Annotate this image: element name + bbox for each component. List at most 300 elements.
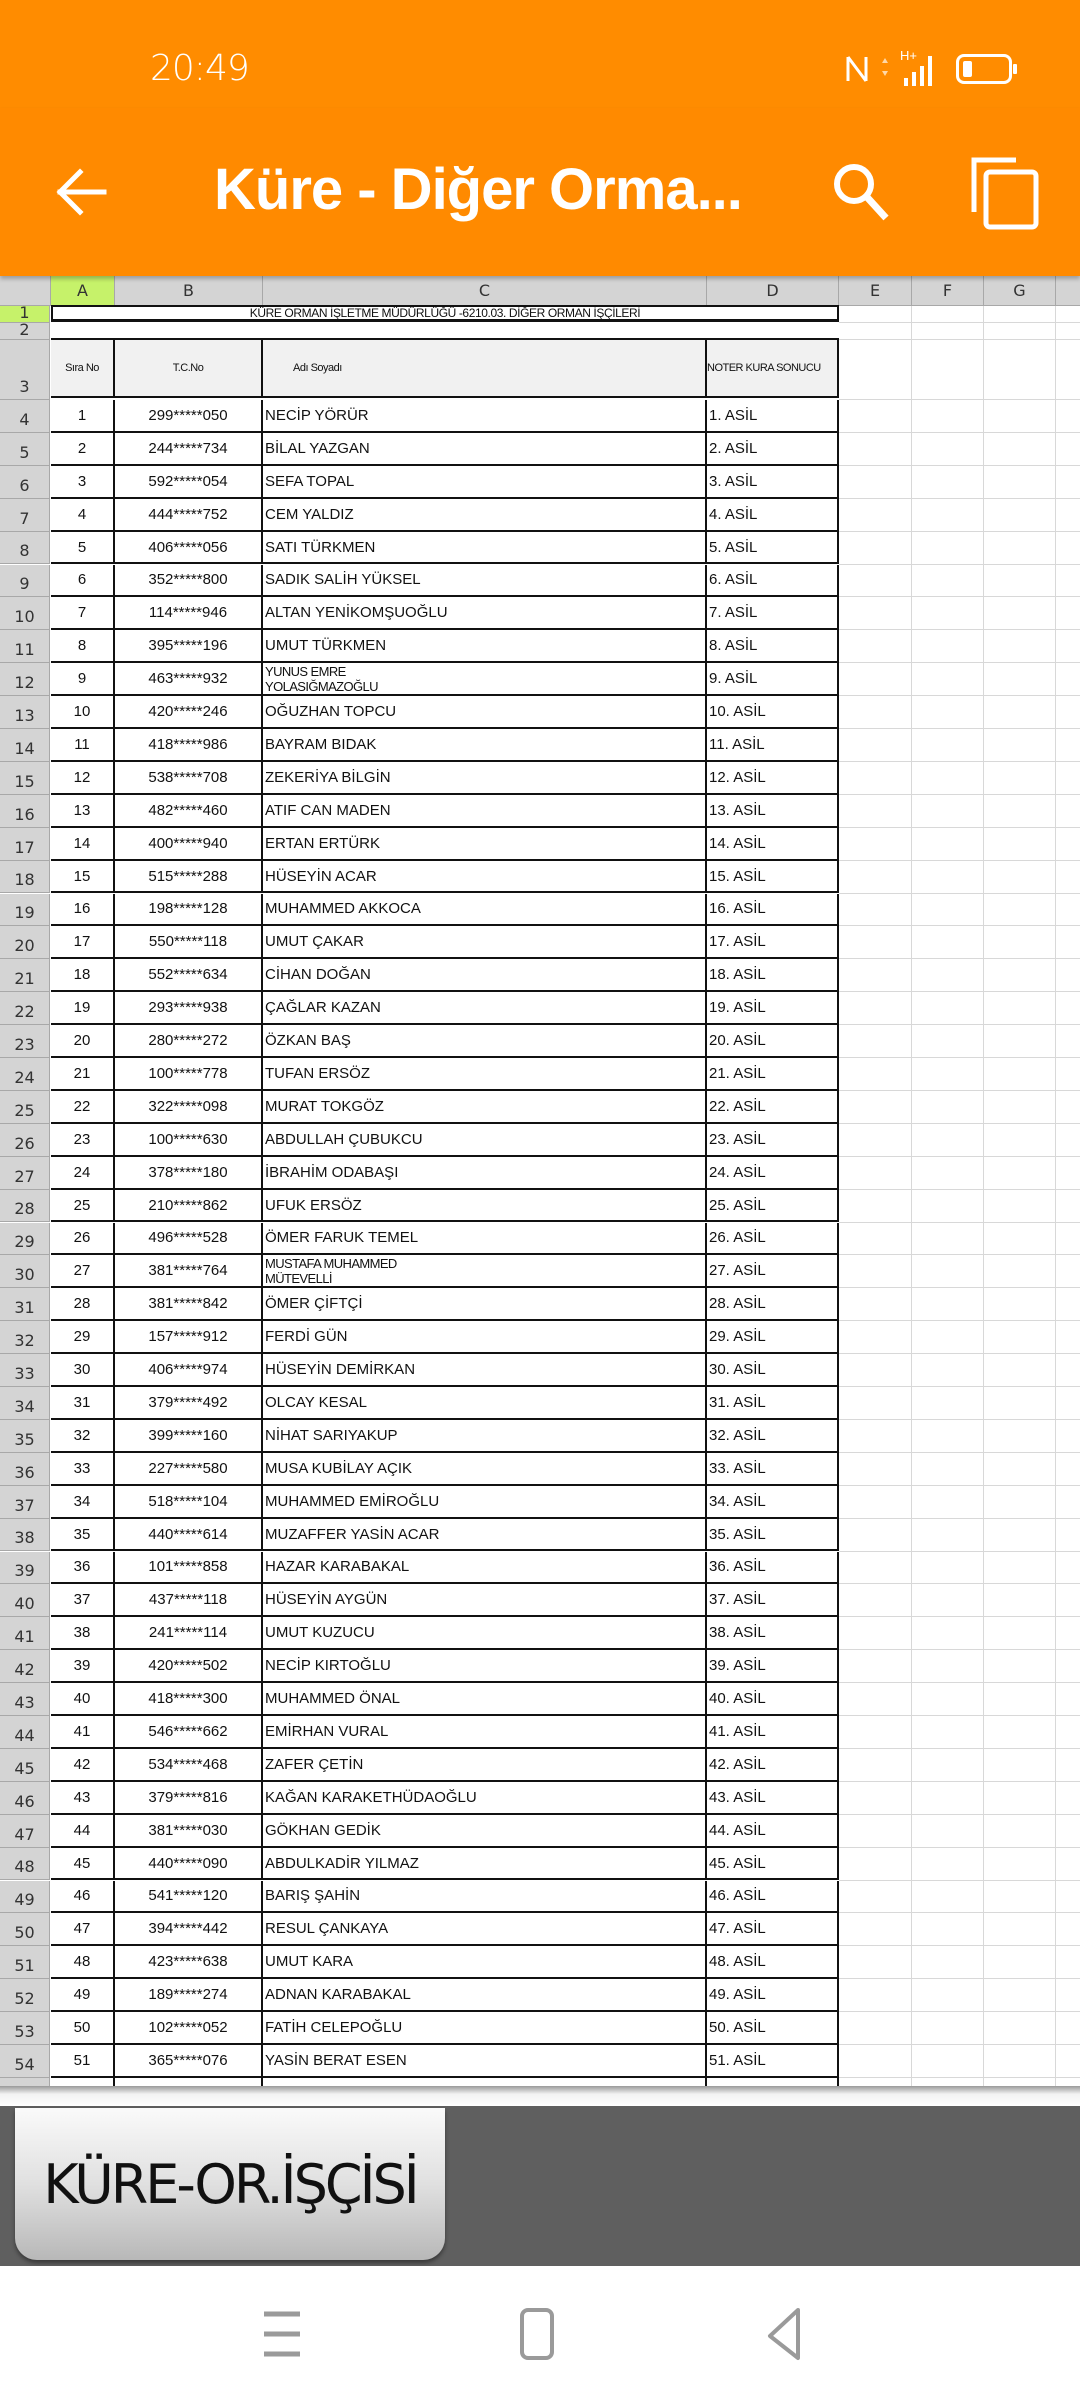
cell-adi-soyadi[interactable]: MUZAFFER YASİN ACAR [263, 1519, 707, 1550]
row-header-44[interactable]: 44 [0, 1716, 50, 1749]
cell-noter-kura-sonucu[interactable]: 9. ASİL [707, 663, 839, 694]
cell-noter-kura-sonucu[interactable]: 14. ASİL [707, 828, 839, 859]
cell-sira-no[interactable]: 9 [51, 663, 115, 694]
sheet-tab-kure-or-iscisi[interactable]: KÜRE-OR.İŞÇİSİ [15, 2108, 445, 2260]
cell-adi-soyadi[interactable]: ALTAN YENİKOMŞUOĞLU [263, 597, 707, 628]
cell-adi-soyadi[interactable]: NECİP KIRTOĞLU [263, 1650, 707, 1681]
cell-noter-kura-sonucu[interactable]: 48. ASİL [707, 1946, 839, 1977]
cell-adi-soyadi[interactable]: SEFA TOPAL [263, 466, 707, 497]
row-header-1[interactable]: 1 [0, 306, 50, 323]
cell-noter-kura-sonucu[interactable]: 11. ASİL [707, 729, 839, 760]
row-header-20[interactable]: 20 [0, 926, 50, 959]
cell-noter-kura-sonucu[interactable]: 15. ASİL [707, 861, 839, 892]
cell-tc-no[interactable]: 444*****752 [115, 499, 263, 530]
row-header-6[interactable]: 6 [0, 466, 50, 499]
row-header-37[interactable]: 37 [0, 1486, 50, 1519]
cell-sira-no[interactable]: 14 [51, 828, 115, 859]
cell-adi-soyadi[interactable]: EMİRHAN VURAL [263, 1716, 707, 1747]
row-header-52[interactable]: 52 [0, 1979, 50, 2012]
horizontal-scrollbar[interactable] [0, 2086, 1080, 2106]
cell-adi-soyadi[interactable]: MUHAMMED AKKOCA [263, 894, 707, 925]
cell-adi-soyadi[interactable]: HÜSEYİN DEMİRKAN [263, 1354, 707, 1385]
table-row [51, 1815, 839, 1848]
cell-noter-kura-sonucu[interactable]: 13. ASİL [707, 795, 839, 826]
header-sira-no[interactable]: Sıra No [51, 340, 115, 396]
cell-noter-kura-sonucu[interactable]: 19. ASİL [707, 992, 839, 1023]
header-tc-no[interactable]: T.C.No [115, 340, 263, 396]
row-header-45[interactable]: 45 [0, 1749, 50, 1782]
row-header-13[interactable]: 13 [0, 696, 50, 729]
row-header-2[interactable]: 2 [0, 323, 50, 340]
cell-sira-no[interactable]: 7 [51, 597, 115, 628]
cell-noter-kura-sonucu[interactable]: 49. ASİL [707, 1979, 839, 2010]
cell-tc-no[interactable]: 406*****974 [115, 1354, 263, 1385]
row-header-24[interactable]: 24 [0, 1058, 50, 1091]
column-header-f[interactable]: F [912, 276, 984, 306]
cell-noter-kura-sonucu[interactable]: 35. ASİL [707, 1519, 839, 1550]
cell-sira-no[interactable]: 22 [51, 1091, 115, 1122]
cell-sira-no[interactable]: 42 [51, 1749, 115, 1780]
header-adi-soyadi[interactable]: Adı Soyadı [263, 340, 707, 396]
row-header-38[interactable]: 38 [0, 1519, 50, 1552]
cell-adi-soyadi[interactable]: MUHAMMED ÖNAL [263, 1683, 707, 1714]
cell-adi-soyadi[interactable] [263, 1255, 707, 1286]
table-row [51, 532, 839, 565]
row-header-10[interactable]: 10 [0, 597, 50, 630]
cell-noter-kura-sonucu[interactable]: 43. ASİL [707, 1782, 839, 1813]
cell-tc-no[interactable]: 189*****274 [115, 1979, 263, 2010]
cell-sira-no[interactable]: 24 [51, 1157, 115, 1188]
cell-noter-kura-sonucu[interactable]: 18. ASİL [707, 959, 839, 990]
cell-adi-soyadi[interactable]: GÖKHAN GEDİK [263, 1815, 707, 1846]
row-header-21[interactable]: 21 [0, 959, 50, 992]
cell-noter-kura-sonucu[interactable]: 21. ASİL [707, 1058, 839, 1089]
cell-sira-no[interactable]: 10 [51, 696, 115, 727]
cell-sira-no[interactable]: 3 [51, 466, 115, 497]
cell-adi-soyadi[interactable]: ABDULLAH ÇUBUKCU [263, 1124, 707, 1155]
cell-sira-no[interactable]: 40 [51, 1683, 115, 1714]
cell-tc-no[interactable]: 299*****050 [115, 400, 263, 431]
cell-sira-no[interactable]: 44 [51, 1815, 115, 1846]
arrow-left-icon[interactable] [52, 162, 112, 222]
row-header-36[interactable]: 36 [0, 1453, 50, 1486]
cell-noter-kura-sonucu[interactable]: 31. ASİL [707, 1387, 839, 1418]
cell-sira-no[interactable]: 47 [51, 1913, 115, 1944]
cell-adi-soyadi[interactable]: ADNAN KARABAKAL [263, 1979, 707, 2010]
cell-noter-kura-sonucu[interactable]: 5. ASİL [707, 532, 839, 563]
cell-sira-no[interactable]: 12 [51, 762, 115, 793]
cell-adi-soyadi[interactable]: HAZAR KARABAKAL [263, 1552, 707, 1583]
cell-sira-no[interactable]: 51 [51, 2045, 115, 2076]
row-header-16[interactable]: 16 [0, 795, 50, 828]
cell-adi-soyadi[interactable]: ÇAĞLAR KAZAN [263, 992, 707, 1023]
cell-noter-kura-sonucu[interactable]: 34. ASİL [707, 1486, 839, 1517]
row-header-40[interactable]: 40 [0, 1584, 50, 1617]
table-row [51, 565, 839, 598]
cell-sira-no[interactable]: 33 [51, 1453, 115, 1484]
cell-adi-soyadi[interactable]: TUFAN ERSÖZ [263, 1058, 707, 1089]
cell-tc-no[interactable]: 538*****708 [115, 762, 263, 793]
cell-adi-soyadi[interactable]: FATİH CELEPOĞLU [263, 2012, 707, 2043]
row-header-41[interactable]: 41 [0, 1617, 50, 1650]
row-header-15[interactable]: 15 [0, 762, 50, 795]
row-header-22[interactable]: 22 [0, 992, 50, 1025]
cell-tc-no[interactable]: 101*****858 [115, 1552, 263, 1583]
cell-adi-soyadi[interactable]: UMUT TÜRKMEN [263, 630, 707, 661]
cell-adi-soyadi[interactable]: SATI TÜRKMEN [263, 532, 707, 563]
row-header-4[interactable]: 4 [0, 400, 50, 433]
cell-adi-soyadi[interactable]: ZEKERİYA BİLGİN [263, 762, 707, 793]
cell-adi-soyadi[interactable]: ÖMER ÇİFTÇİ [263, 1288, 707, 1319]
cell-adi-soyadi[interactable]: UFUK ERSÖZ [263, 1190, 707, 1221]
row-header-23[interactable]: 23 [0, 1025, 50, 1058]
cell-noter-kura-sonucu[interactable]: 6. ASİL [707, 565, 839, 596]
cell-noter-kura-sonucu[interactable]: 12. ASİL [707, 762, 839, 793]
row-header-25[interactable]: 25 [0, 1091, 50, 1124]
row-header-34[interactable]: 34 [0, 1387, 50, 1420]
cell-tc-no[interactable]: 293*****938 [115, 992, 263, 1023]
row-header-48[interactable]: 48 [0, 1848, 50, 1881]
cell-tc-no[interactable]: 100*****778 [115, 1058, 263, 1089]
row-header-11[interactable]: 11 [0, 630, 50, 663]
table-row [51, 894, 839, 927]
cell-tc-no[interactable]: 210*****862 [115, 1190, 263, 1221]
cell-tc-no[interactable]: 100*****630 [115, 1124, 263, 1155]
row-header-33[interactable]: 33 [0, 1354, 50, 1387]
cell-sira-no[interactable]: 16 [51, 894, 115, 925]
cell-sira-no[interactable]: 35 [51, 1519, 115, 1550]
cell-tc-no[interactable]: 418*****300 [115, 1683, 263, 1714]
cell-noter-kura-sonucu[interactable]: 7. ASİL [707, 597, 839, 628]
cell-tc-no[interactable]: 379*****492 [115, 1387, 263, 1418]
cell-tc-no[interactable]: 102*****052 [115, 2012, 263, 2043]
cell-adi-soyadi[interactable]: İBRAHİM ODABAŞI [263, 1157, 707, 1188]
row-header-8[interactable]: 8 [0, 532, 50, 565]
cell-noter-kura-sonucu[interactable]: 20. ASİL [707, 1025, 839, 1056]
row-header-7[interactable]: 7 [0, 499, 50, 532]
row-header-17[interactable]: 17 [0, 828, 50, 861]
cell-adi-soyadi[interactable]: HÜSEYİN AYGÜN [263, 1584, 707, 1615]
cell-adi-soyadi[interactable]: HÜSEYİN ACAR [263, 861, 707, 892]
row-header-14[interactable]: 14 [0, 729, 50, 762]
cell-tc-no[interactable]: 550*****118 [115, 926, 263, 957]
cell-sira-no[interactable]: 39 [51, 1650, 115, 1681]
row-header-42[interactable]: 42 [0, 1650, 50, 1683]
cell-tc-no[interactable]: 400*****940 [115, 828, 263, 859]
cell-adi-soyadi[interactable]: MUSA KUBİLAY AÇIK [263, 1453, 707, 1484]
cell-tc-no[interactable]: 114*****946 [115, 597, 263, 628]
table-row [51, 1683, 839, 1716]
spreadsheet-grid[interactable] [0, 276, 1080, 2086]
cell-sira-no[interactable]: 49 [51, 1979, 115, 2010]
cell-tc-no[interactable]: 518*****104 [115, 1486, 263, 1517]
table-row [51, 499, 839, 532]
row-header-9[interactable]: 9 [0, 565, 50, 598]
cell-adi-soyadi[interactable]: UMUT KUZUCU [263, 1617, 707, 1648]
row-header-32[interactable]: 32 [0, 1321, 50, 1354]
cell-adi-soyadi[interactable] [263, 663, 707, 694]
cell-sira-no[interactable]: 37 [51, 1584, 115, 1615]
row-header-43[interactable]: 43 [0, 1683, 50, 1716]
column-header-e[interactable]: E [839, 276, 912, 306]
cell-tc-no[interactable]: 395*****196 [115, 630, 263, 661]
status-bar [0, 0, 1080, 108]
cell-tc-no[interactable]: 496*****528 [115, 1223, 263, 1254]
cell-sira-no[interactable]: 31 [51, 1387, 115, 1418]
cell-sira-no[interactable]: 29 [51, 1321, 115, 1352]
table-row [51, 1321, 839, 1354]
row-header-27[interactable]: 27 [0, 1157, 50, 1190]
cell-adi-soyadi[interactable]: OĞUZHAN TOPCU [263, 696, 707, 727]
back-triangle-icon[interactable] [752, 2306, 812, 2362]
cell-tc-no[interactable]: 541*****120 [115, 1881, 263, 1912]
row-header-51[interactable]: 51 [0, 1946, 50, 1979]
cell-noter-kura-sonucu[interactable]: 42. ASİL [707, 1749, 839, 1780]
cell-tc-no[interactable]: 227*****580 [115, 1453, 263, 1484]
cell-adi-soyadi[interactable]: CEM YALDIZ [263, 499, 707, 530]
cell-tc-no[interactable]: 440*****614 [115, 1519, 263, 1550]
cell-sira-no[interactable]: 21 [51, 1058, 115, 1089]
cell-tc-no[interactable]: 378*****180 [115, 1157, 263, 1188]
cell-noter-kura-sonucu[interactable]: 10. ASİL [707, 696, 839, 727]
cell-sira-no[interactable]: 4 [51, 499, 115, 530]
cell-noter-kura-sonucu[interactable]: 51. ASİL [707, 2045, 839, 2076]
table-row [51, 2012, 839, 2045]
cell-noter-kura-sonucu[interactable]: 37. ASİL [707, 1584, 839, 1615]
table-row [51, 1025, 839, 1058]
row-header-49[interactable]: 49 [0, 1881, 50, 1914]
cell-tc-no[interactable]: 365*****076 [115, 2045, 263, 2076]
cell-noter-kura-sonucu[interactable]: 23. ASİL [707, 1124, 839, 1155]
cell-sira-no[interactable]: 13 [51, 795, 115, 826]
cell-tc-no[interactable]: 420*****246 [115, 696, 263, 727]
row-header-29[interactable]: 29 [0, 1223, 50, 1256]
row-header-50[interactable]: 50 [0, 1913, 50, 1946]
cell-tc-no[interactable]: 241*****114 [115, 1617, 263, 1648]
cell-noter-kura-sonucu[interactable]: 38. ASİL [707, 1617, 839, 1648]
cell-tc-no[interactable]: 352*****800 [115, 565, 263, 596]
row-header-53[interactable]: 53 [0, 2012, 50, 2045]
column-header-partial[interactable] [1056, 276, 1080, 306]
cell-noter-kura-sonucu[interactable]: 8. ASİL [707, 630, 839, 661]
cell-tc-no[interactable]: 244*****734 [115, 433, 263, 464]
cell-sira-no[interactable]: 27 [51, 1255, 115, 1286]
copy-icon[interactable] [970, 156, 1040, 230]
cell-adi-soyadi[interactable]: UMUT ÇAKAR [263, 926, 707, 957]
cell-sira-no[interactable]: 15 [51, 861, 115, 892]
cell-noter-kura-sonucu[interactable]: 28. ASİL [707, 1288, 839, 1319]
cell-tc-no[interactable]: 463*****932 [115, 663, 263, 694]
cell-noter-kura-sonucu[interactable]: 27. ASİL [707, 1255, 839, 1286]
column-header-c[interactable]: C [263, 276, 707, 306]
cell-sira-no[interactable]: 41 [51, 1716, 115, 1747]
header-noter-kura-sonucu[interactable]: NOTER KURA SONUCU [707, 340, 839, 396]
cell-noter-kura-sonucu[interactable]: 3. ASİL [707, 466, 839, 497]
cell-noter-kura-sonucu[interactable]: 24. ASİL [707, 1157, 839, 1188]
cell-sira-no[interactable]: 5 [51, 532, 115, 563]
cell-adi-soyadi[interactable]: FERDİ GÜN [263, 1321, 707, 1352]
cell-sira-no[interactable]: 30 [51, 1354, 115, 1385]
row-header-31[interactable]: 31 [0, 1288, 50, 1321]
cell-sira-no[interactable]: 34 [51, 1486, 115, 1517]
cell-sira-no[interactable]: 46 [51, 1881, 115, 1912]
cell-tc-no[interactable]: 546*****662 [115, 1716, 263, 1747]
cell-tc-no[interactable]: 381*****030 [115, 1815, 263, 1846]
column-header-b[interactable]: B [115, 276, 263, 306]
cell-noter-kura-sonucu[interactable]: 46. ASİL [707, 1881, 839, 1912]
cell-noter-kura-sonucu[interactable]: 2. ASİL [707, 433, 839, 464]
column-header-a[interactable]: A [51, 276, 115, 306]
data-arrows-icon [880, 54, 890, 84]
cell-noter-kura-sonucu[interactable]: 40. ASİL [707, 1683, 839, 1714]
cell-adi-soyadi[interactable]: ERTAN ERTÜRK [263, 828, 707, 859]
cell-tc-no[interactable]: 592*****054 [115, 466, 263, 497]
cell-sira-no[interactable]: 11 [51, 729, 115, 760]
cell-sira-no[interactable]: 45 [51, 1848, 115, 1879]
cell-noter-kura-sonucu[interactable]: 1. ASİL [707, 400, 839, 431]
cell-sira-no[interactable]: 36 [51, 1552, 115, 1583]
cell-noter-kura-sonucu[interactable]: 44. ASİL [707, 1815, 839, 1846]
cell-sira-no[interactable]: 20 [51, 1025, 115, 1056]
cell-sira-no[interactable]: 6 [51, 565, 115, 596]
cell-adi-soyadi[interactable]: MURAT TOKGÖZ [263, 1091, 707, 1122]
cell-sira-no[interactable]: 28 [51, 1288, 115, 1319]
cell-sira-no[interactable]: 23 [51, 1124, 115, 1155]
cell-noter-kura-sonucu[interactable]: 33. ASİL [707, 1453, 839, 1484]
home-icon[interactable] [504, 2306, 564, 2362]
cell-adi-soyadi[interactable]: NECİP YÖRÜR [263, 400, 707, 431]
search-icon[interactable] [830, 160, 894, 224]
cell-sira-no[interactable]: 50 [51, 2012, 115, 2043]
cell-sira-no[interactable]: 48 [51, 1946, 115, 1977]
cell-tc-no[interactable]: 534*****468 [115, 1749, 263, 1780]
cell-sira-no[interactable]: 2 [51, 433, 115, 464]
table-row [51, 1354, 839, 1387]
cell-adi-soyadi[interactable]: BARIŞ ŞAHİN [263, 1881, 707, 1912]
select-all-corner[interactable] [0, 276, 51, 306]
row-header-54[interactable]: 54 [0, 2045, 50, 2078]
cell-sira-no[interactable]: 8 [51, 630, 115, 661]
cell-tc-no[interactable]: 322*****098 [115, 1091, 263, 1122]
cell-sira-no[interactable]: 38 [51, 1617, 115, 1648]
row-header-28[interactable]: 28 [0, 1190, 50, 1223]
cell-noter-kura-sonucu[interactable]: 16. ASİL [707, 894, 839, 925]
cell-tc-no[interactable]: 406*****056 [115, 532, 263, 563]
row-header-46[interactable]: 46 [0, 1782, 50, 1815]
row-header-12[interactable]: 12 [0, 663, 50, 696]
cell-adi-soyadi[interactable]: KAĞAN KARAKETHÜDAOĞLU [263, 1782, 707, 1813]
table-row [51, 1157, 839, 1190]
cell-sira-no[interactable]: 26 [51, 1223, 115, 1254]
battery-icon [956, 54, 1012, 84]
cell-tc-no[interactable]: 379*****816 [115, 1782, 263, 1813]
cell-sira-no[interactable]: 18 [51, 959, 115, 990]
cell-tc-no[interactable]: 198*****128 [115, 894, 263, 925]
cell-noter-kura-sonucu[interactable]: 32. ASİL [707, 1420, 839, 1451]
cell-adi-soyadi[interactable]: NİHAT SARIYAKUP [263, 1420, 707, 1451]
column-header-d[interactable]: D [707, 276, 839, 306]
cell-noter-kura-sonucu[interactable]: 17. ASİL [707, 926, 839, 957]
cell-noter-kura-sonucu[interactable]: 39. ASİL [707, 1650, 839, 1681]
cell-noter-kura-sonucu[interactable]: 50. ASİL [707, 2012, 839, 2043]
cell-adi-soyadi[interactable]: BAYRAM BIDAK [263, 729, 707, 760]
column-header-g[interactable]: G [984, 276, 1056, 306]
cell-tc-no[interactable]: 394*****442 [115, 1913, 263, 1944]
cell-tc-no[interactable]: 381*****842 [115, 1288, 263, 1319]
cell-adi-soyadi[interactable]: RESUL ÇANKAYA [263, 1913, 707, 1944]
cell-adi-soyadi[interactable]: ABDULKADİR YILMAZ [263, 1848, 707, 1879]
cell-noter-kura-sonucu[interactable]: 29. ASİL [707, 1321, 839, 1352]
cell-adi-soyadi[interactable]: UMUT KARA [263, 1946, 707, 1977]
row-header-30[interactable]: 30 [0, 1255, 50, 1288]
cell-noter-kura-sonucu[interactable]: 22. ASİL [707, 1091, 839, 1122]
row-header-18[interactable]: 18 [0, 861, 50, 894]
cell-sira-no[interactable]: 17 [51, 926, 115, 957]
cell-adi-soyadi[interactable]: OLCAY KESAL [263, 1387, 707, 1418]
cell-noter-kura-sonucu[interactable]: 30. ASİL [707, 1354, 839, 1385]
cell-tc-no[interactable]: 420*****502 [115, 1650, 263, 1681]
cell-adi-soyadi[interactable]: SADIK SALİH YÜKSEL [263, 565, 707, 596]
row-header-5[interactable]: 5 [0, 433, 50, 466]
status-icons [844, 48, 1012, 86]
row-header-35[interactable]: 35 [0, 1420, 50, 1453]
cell-sira-no[interactable]: 43 [51, 1782, 115, 1813]
cell-tc-no[interactable]: 437*****118 [115, 1584, 263, 1615]
cell-tc-no[interactable]: 399*****160 [115, 1420, 263, 1451]
cell-adi-soyadi[interactable]: BİLAL YAZGAN [263, 433, 707, 464]
cell-adi-soyadi[interactable]: YASİN BERAT ESEN [263, 2045, 707, 2076]
cell-tc-no[interactable]: 482*****460 [115, 795, 263, 826]
sheet-title-cell[interactable]: KÜRE ORMAN İŞLETME MÜDÜRLÜĞÜ -6210.03. DİĞER ORMAN İŞÇİLERİ [51, 305, 839, 322]
cell-tc-no[interactable]: 515*****288 [115, 861, 263, 892]
cell-tc-no[interactable]: 280*****272 [115, 1025, 263, 1056]
cell-adi-soyadi[interactable]: ZAFER ÇETİN [263, 1749, 707, 1780]
table-row [51, 1979, 839, 2012]
cell-adi-soyadi[interactable]: ÖMER FARUK TEMEL [263, 1223, 707, 1254]
cell-noter-kura-sonucu[interactable]: 45. ASİL [707, 1848, 839, 1879]
cell-adi-soyadi[interactable]: CİHAN DOĞAN [263, 959, 707, 990]
row-header-3[interactable]: 3 [0, 340, 50, 400]
cell-tc-no[interactable]: 423*****638 [115, 1946, 263, 1977]
row-header-39[interactable]: 39 [0, 1552, 50, 1585]
cell-noter-kura-sonucu[interactable]: 4. ASİL [707, 499, 839, 530]
row-header-partial[interactable] [0, 2078, 50, 2086]
menu-icon[interactable] [256, 2306, 316, 2362]
table-row [51, 1617, 839, 1650]
cell-noter-kura-sonucu[interactable]: 41. ASİL [707, 1716, 839, 1747]
cell-tc-no[interactable]: 552*****634 [115, 959, 263, 990]
row-header-19[interactable]: 19 [0, 894, 50, 927]
cell-noter-kura-sonucu[interactable]: 47. ASİL [707, 1913, 839, 1944]
cell-sira-no[interactable]: 1 [51, 400, 115, 431]
cell-tc-no[interactable]: 440*****090 [115, 1848, 263, 1879]
row-header-26[interactable]: 26 [0, 1124, 50, 1157]
cell-adi-soyadi[interactable]: ÖZKAN BAŞ [263, 1025, 707, 1056]
cell-sira-no[interactable]: 19 [51, 992, 115, 1023]
cell-sira-no[interactable]: 32 [51, 1420, 115, 1451]
cell-sira-no[interactable]: 25 [51, 1190, 115, 1221]
row-header-47[interactable]: 47 [0, 1815, 50, 1848]
cell-noter-kura-sonucu[interactable]: 25. ASİL [707, 1190, 839, 1221]
cell-noter-kura-sonucu[interactable]: 36. ASİL [707, 1552, 839, 1583]
cell-tc-no[interactable]: 381*****764 [115, 1255, 263, 1286]
cell-adi-soyadi[interactable]: MUHAMMED EMİROĞLU [263, 1486, 707, 1517]
nfc-icon [844, 53, 870, 85]
cell-noter-kura-sonucu[interactable]: 26. ASİL [707, 1223, 839, 1254]
cell-adi-soyadi[interactable]: ATIF CAN MADEN [263, 795, 707, 826]
cell-tc-no[interactable]: 157*****912 [115, 1321, 263, 1352]
cell-tc-no[interactable]: 418*****986 [115, 729, 263, 760]
